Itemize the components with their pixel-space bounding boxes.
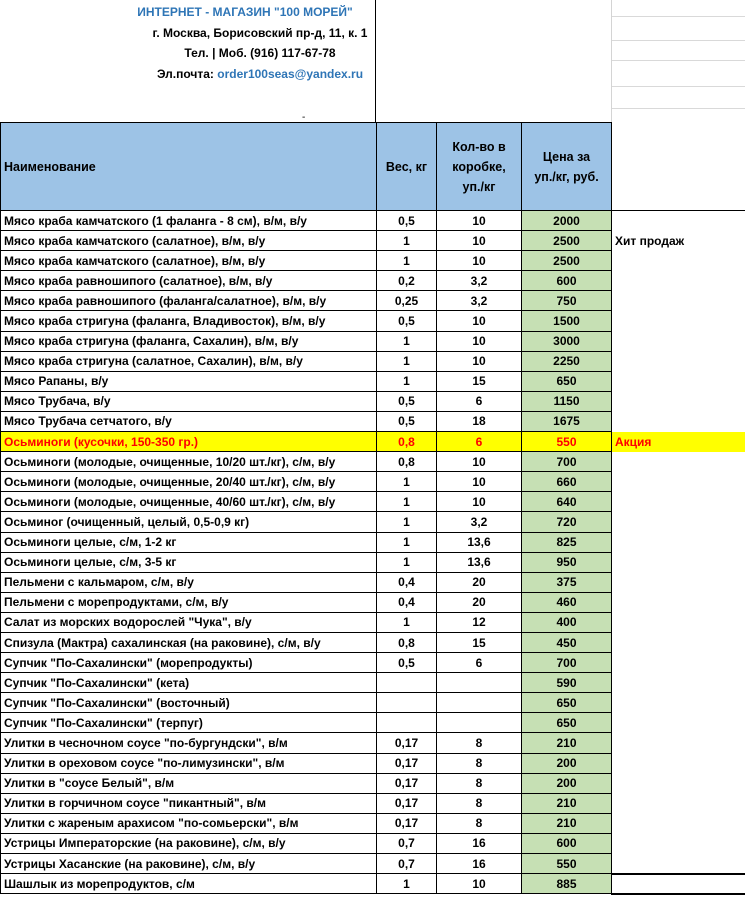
table-row[interactable] [1,331,745,351]
column-divider-light [611,0,612,122]
box-quantity [437,713,522,733]
box-quantity: 15 [437,632,522,652]
product-name: Осьминоги (кусочки, 150-350 гр.) [1,432,377,452]
product-note [612,532,745,552]
product-price: 660 [522,472,612,492]
product-name: Мясо краба стригуна (фаланга, Владивосток), в/м, в/у [1,311,377,331]
table-row[interactable] [1,854,745,874]
table-row[interactable] [1,391,745,411]
product-price: 950 [522,552,612,572]
product-note: Акция [612,432,745,452]
qty-header-line: коробке, [452,159,506,174]
product-weight: 0,17 [377,733,437,753]
table-row[interactable] [1,773,745,793]
box-quantity: 8 [437,773,522,793]
product-name: Спизула (Мактра) сахалинская (на раковине), с/м, в/у [1,632,377,652]
box-quantity: 3,2 [437,291,522,311]
product-note [612,512,745,532]
product-price: 400 [522,612,612,632]
product-name: Пельмени с кальмаром, с/м, в/у [1,572,377,592]
table-row[interactable] [1,632,745,652]
table-row[interactable] [1,351,745,371]
product-weight: 1 [377,231,437,251]
product-name: Мясо Трубача сетчатого, в/у [1,411,377,431]
product-name: Улитки в "соусе Белый", в/м [1,773,377,793]
product-price: 590 [522,673,612,693]
qty-header-line: уп./кг [462,179,496,194]
product-price: 700 [522,452,612,472]
table-row[interactable] [1,432,745,452]
product-weight: 0,4 [377,592,437,612]
product-name: Супчик "По-Сахалински" (терпуг) [1,713,377,733]
product-weight: 0,25 [377,291,437,311]
product-note [612,211,745,231]
product-name: Осьминоги (молодые, очищенные, 20/40 шт./кг), с/м, в/у [1,472,377,492]
table-row[interactable] [1,653,745,673]
box-quantity: 18 [437,411,522,431]
product-note [612,291,745,311]
product-name: Устрицы Императорские (на раковине), с/м, в/у [1,833,377,853]
product-price: 460 [522,592,612,612]
product-name: Мясо краба камчатского (салатное), в/м, в/у [1,251,377,271]
box-quantity: 3,2 [437,271,522,291]
product-name: Салат из морских водорослей "Чука", в/у [1,612,377,632]
price-header-line: уп./кг, руб. [534,169,599,184]
product-note [612,331,745,351]
col-header-qty [437,123,522,211]
product-note [612,673,745,693]
product-price: 2000 [522,211,612,231]
product-price: 210 [522,813,612,833]
product-price: 885 [522,874,612,894]
product-name: Улитки в чесночном соусе "по-бургундски", в/м [1,733,377,753]
box-quantity: 6 [437,391,522,411]
product-price: 200 [522,753,612,773]
product-name: Шашлык из морепродуктов, с/м [1,874,377,894]
product-note [612,351,745,371]
box-quantity: 8 [437,793,522,813]
table-row[interactable] [1,512,745,532]
table-row[interactable] [1,452,745,472]
product-name: Мясо краба равношипого (фаланга/салатное), в/м, в/у [1,291,377,311]
product-price: 600 [522,833,612,853]
table-row[interactable] [1,592,745,612]
product-price: 450 [522,632,612,652]
box-quantity: 16 [437,833,522,853]
box-quantity: 6 [437,432,522,452]
table-row[interactable] [1,833,745,853]
table-header-row [1,123,745,211]
box-quantity: 3,2 [437,512,522,532]
price-list-header [0,0,745,122]
box-quantity [437,673,522,693]
box-quantity: 20 [437,572,522,592]
table-row[interactable] [1,874,745,894]
grid-line [612,108,745,109]
table-row[interactable] [1,492,745,512]
table-row[interactable] [1,271,745,291]
box-quantity: 8 [437,813,522,833]
product-name: Осьминог (очищенный, целый, 0,5-0,9 кг) [1,512,377,532]
box-quantity: 20 [437,592,522,612]
qty-header-line: Кол-во в [452,139,506,154]
product-weight: 0,5 [377,391,437,411]
product-price: 750 [522,291,612,311]
product-price: 1675 [522,411,612,431]
product-weight [377,713,437,733]
product-weight: 0,8 [377,452,437,472]
product-price: 550 [522,432,612,452]
product-name: Осьминоги целые, с/м, 1-2 кг [1,532,377,552]
table-row[interactable] [1,532,745,552]
shop-phone: Тел. | Моб. (916) 117-67-78 [184,46,336,60]
box-quantity: 8 [437,733,522,753]
product-weight: 0,5 [377,653,437,673]
product-weight: 0,17 [377,813,437,833]
col-header-price [522,123,612,211]
product-note [612,753,745,773]
box-quantity: 10 [437,211,522,231]
table-row[interactable] [1,552,745,572]
shop-email-line [75,67,445,81]
product-weight: 0,5 [377,211,437,231]
product-note [612,411,745,431]
box-quantity: 10 [437,331,522,351]
grid-line [612,16,745,17]
col-header-name: Наименование [1,123,377,211]
product-price: 700 [522,653,612,673]
product-price: 650 [522,371,612,391]
product-weight: 0,17 [377,773,437,793]
product-price: 375 [522,572,612,592]
product-note [612,632,745,652]
product-price: 2500 [522,231,612,251]
box-quantity: 16 [437,854,522,874]
box-quantity [437,693,522,713]
product-weight: 0,2 [377,271,437,291]
product-name: Улитки с жареным арахисом "по-сомьерски", в/м [1,813,377,833]
product-note [612,311,745,331]
box-quantity: 13,6 [437,532,522,552]
product-note [612,653,745,673]
product-note [612,251,745,271]
product-price: 600 [522,271,612,291]
product-price: 550 [522,854,612,874]
product-name: Супчик "По-Сахалински" (морепродукты) [1,653,377,673]
product-price: 720 [522,512,612,532]
product-name: Мясо краба стригуна (салатное, Сахалин), в/м, в/у [1,351,377,371]
product-name: Осьминоги (молодые, очищенные, 40/60 шт./кг), с/м, в/у [1,492,377,512]
column-divider [375,0,376,122]
table-row[interactable] [1,733,745,753]
product-note [612,572,745,592]
box-quantity: 8 [437,753,522,773]
table-row[interactable] [1,311,745,331]
product-weight: 0,7 [377,833,437,853]
product-name: Мясо краба равношипого (салатное), в/м, в/у [1,271,377,291]
product-note [612,833,745,853]
product-note: Хит продаж [615,233,685,248]
grid-line [612,40,745,41]
product-note [612,854,745,874]
product-weight: 1 [377,874,437,894]
table-row[interactable] [1,793,745,813]
product-weight: 1 [377,552,437,572]
table-row[interactable] [1,472,745,492]
product-note [612,552,745,572]
product-name: Улитки в горчичном соусе "пикантный", в/м [1,793,377,813]
table-row[interactable] [1,753,745,773]
product-price: 825 [522,532,612,552]
price-header-line: Цена за [542,149,591,164]
product-note [612,813,745,833]
product-price: 1150 [522,391,612,411]
product-note [612,472,745,492]
box-quantity: 10 [437,452,522,472]
table-row[interactable] [1,612,745,632]
box-quantity: 10 [437,472,522,492]
product-price: 200 [522,773,612,793]
product-weight: 0,17 [377,753,437,773]
box-quantity: 10 [437,351,522,371]
product-weight: 0,7 [377,854,437,874]
box-quantity: 10 [437,492,522,512]
col-header-weight: Вес, кг [377,123,437,211]
header-dot: - [302,112,306,123]
table-row[interactable] [1,291,745,311]
product-price: 210 [522,733,612,753]
email-link[interactable]: order100seas@yandex.ru [217,67,364,81]
product-price: 2250 [522,351,612,371]
table-row[interactable] [1,371,745,391]
product-weight: 0,5 [377,311,437,331]
product-weight [377,693,437,713]
product-weight: 1 [377,512,437,532]
product-note [612,693,745,713]
product-name: Пельмени с морепродуктами, с/м, в/у [1,592,377,612]
product-weight: 1 [377,612,437,632]
email-label: Эл.почта: [156,67,218,81]
product-note [612,773,745,793]
product-name: Устрицы Хасанские (на раковине), с/м, в/у [1,854,377,874]
box-quantity: 10 [437,874,522,894]
shop-address: г. Москва, Борисовский пр-д, 11, к. 1 [152,26,368,40]
table-row[interactable] [1,211,745,231]
product-price: 1500 [522,311,612,331]
product-weight: 1 [377,351,437,371]
table-row[interactable] [1,231,745,251]
product-note [612,612,745,632]
product-name: Мясо краба камчатского (1 фаланга - 8 см), в/м, в/у [1,211,377,231]
product-name: Мясо краба стригуна (фаланга, Сахалин), в/м, в/у [1,331,377,351]
product-weight: 1 [377,251,437,271]
box-quantity: 15 [437,371,522,391]
product-weight: 0,8 [377,632,437,652]
product-name: Осьминоги целые, с/м, 3-5 кг [1,552,377,572]
price-table [0,122,745,895]
product-note [612,492,745,512]
product-price: 650 [522,713,612,733]
product-weight: 1 [377,331,437,351]
product-note [612,592,745,612]
grid-line [612,60,745,61]
product-price: 2500 [522,251,612,271]
product-price: 3000 [522,331,612,351]
product-weight: 1 [377,371,437,391]
col-header-note [612,123,745,211]
product-note [612,874,745,894]
product-name: Мясо Рапаны, в/у [1,371,377,391]
product-weight: 0,8 [377,432,437,452]
product-price: 650 [522,693,612,713]
box-quantity: 12 [437,612,522,632]
product-note [612,452,745,472]
product-weight: 1 [377,492,437,512]
product-name: Мясо краба камчатского (салатное), в/м, в/у [1,231,377,251]
product-weight: 0,17 [377,793,437,813]
product-name: Осьминоги (молодые, очищенные, 10/20 шт./кг), с/м, в/у [1,452,377,472]
box-quantity: 10 [437,251,522,271]
table-row[interactable] [1,813,745,833]
product-weight [377,673,437,693]
product-name: Улитки в ореховом соусе "по-лимузински", в/м [1,753,377,773]
product-note [612,793,745,813]
shop-name: ИНТЕРНЕТ - МАГАЗИН "100 МОРЕЙ" [137,5,353,19]
table-row[interactable] [1,713,745,733]
product-weight: 1 [377,472,437,492]
product-name: Супчик "По-Сахалински" (восточный) [1,693,377,713]
product-weight: 0,5 [377,411,437,431]
table-row[interactable] [1,251,745,271]
grid-line [612,86,745,87]
product-note [612,391,745,411]
table-row[interactable] [1,572,745,592]
product-weight: 1 [377,532,437,552]
product-price: 640 [522,492,612,512]
box-quantity: 10 [437,231,522,251]
table-row[interactable] [1,411,745,431]
product-name: Мясо Трубача, в/у [1,391,377,411]
product-note [612,271,745,291]
product-note [612,713,745,733]
box-quantity: 6 [437,653,522,673]
table-body [1,211,745,894]
box-quantity: 13,6 [437,552,522,572]
product-note [612,371,745,391]
box-quantity: 10 [437,311,522,331]
product-name: Супчик "По-Сахалински" (кета) [1,673,377,693]
table-row[interactable] [1,693,745,713]
product-price: 210 [522,793,612,813]
product-note [612,733,745,753]
product-weight: 0,4 [377,572,437,592]
table-row[interactable] [1,673,745,693]
